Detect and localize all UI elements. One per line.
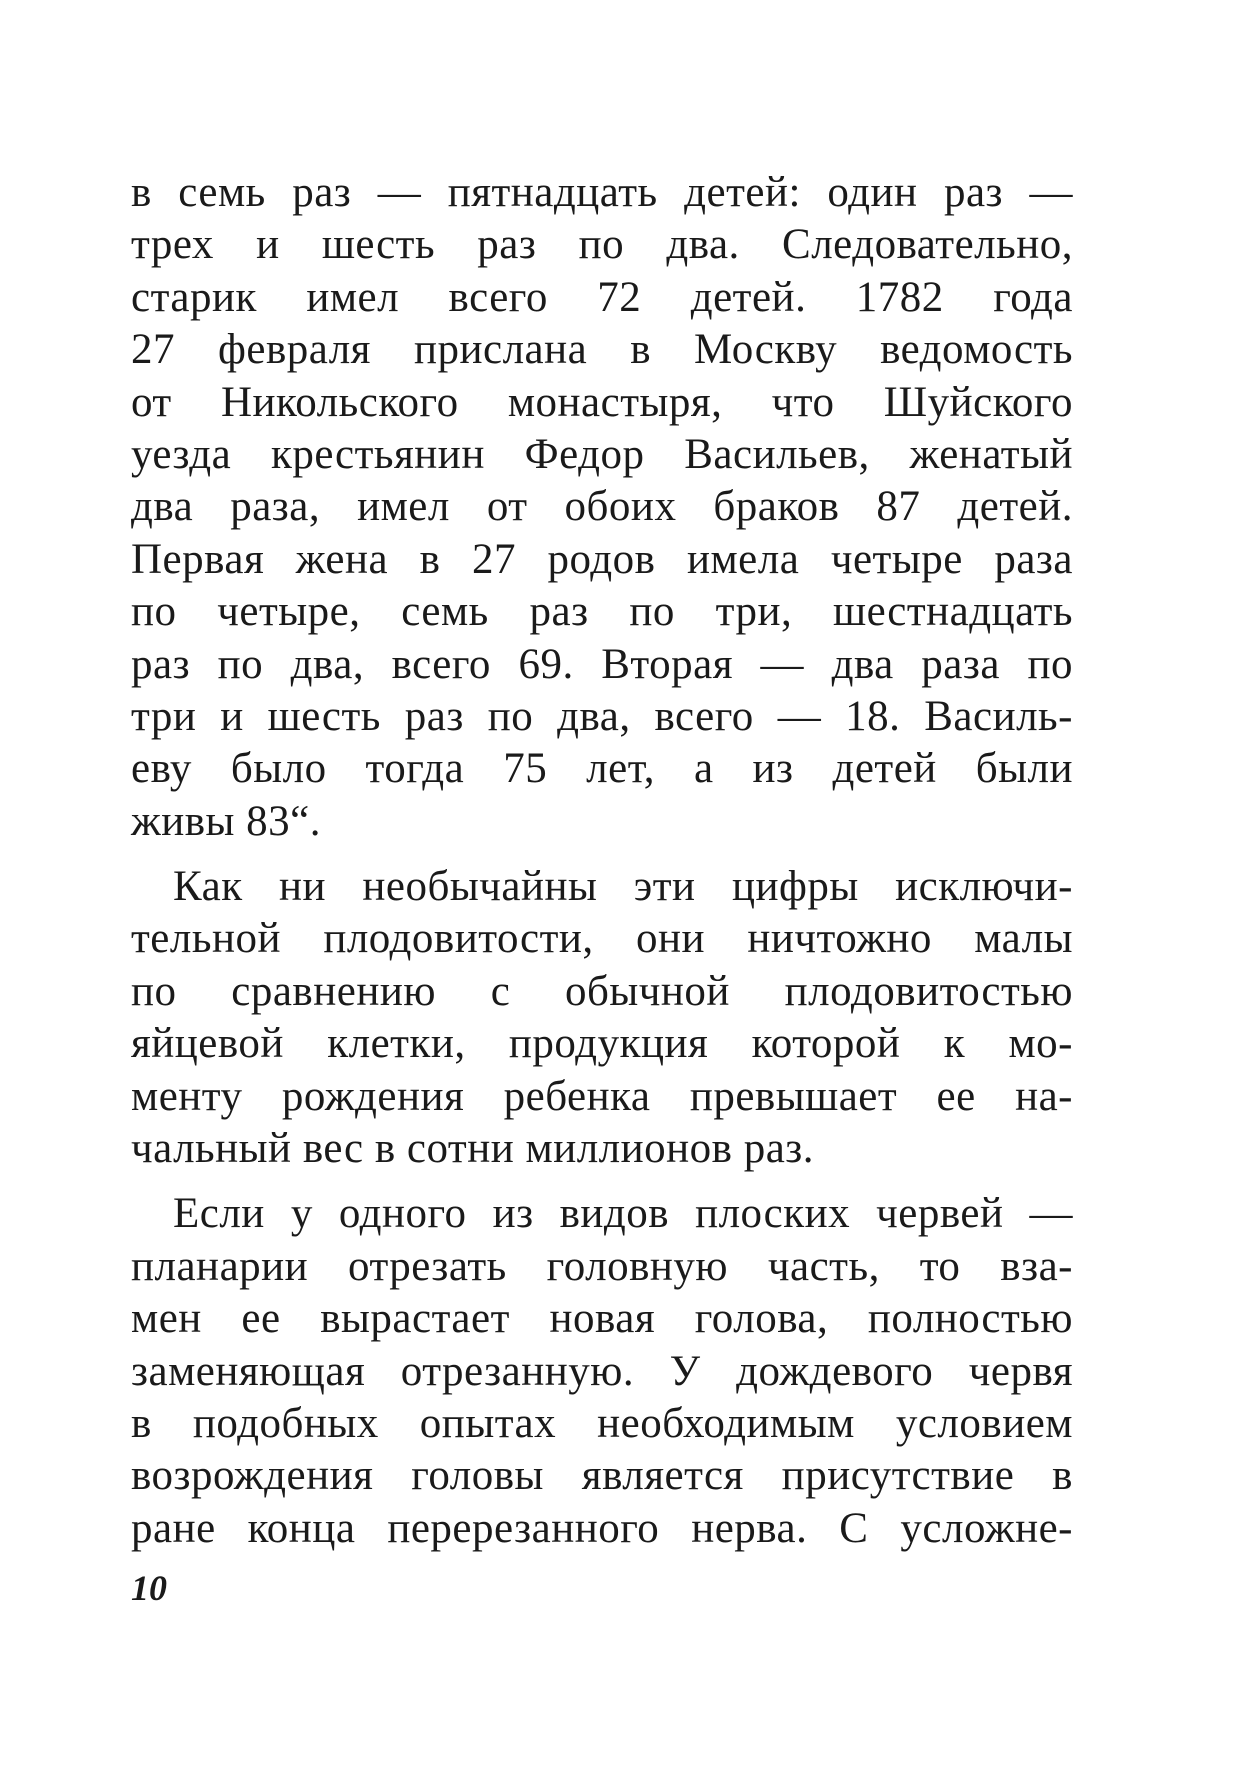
text-line: Первая жена в 27 родов имела четыре раза <box>131 535 1073 583</box>
text-line: уезда крестьянин Федор Васильев, женатый <box>131 430 1073 478</box>
text-line: раз по два, всего 69. Вторая — два раза по <box>131 640 1073 688</box>
paragraph-1 <box>131 167 1073 848</box>
page-number: 10 <box>131 1568 167 1608</box>
text-line: трех и шесть раз по два. Следовательно, <box>131 221 1073 269</box>
text-line: по четыре, семь раз по три, шестнадцать <box>131 588 1073 636</box>
text-line: два раза, имел от обоих браков 87 детей. <box>131 483 1073 531</box>
text-line: менту рождения ребенка превышает ее на- <box>131 1072 1073 1120</box>
text-line: тельной плодовитости, они ничтожно малы <box>131 915 1073 963</box>
text-line: живы 83“. <box>131 797 322 845</box>
text-line: по сравнению с обычной плодовитостью <box>131 967 1073 1015</box>
text-line: в подобных опытах необходимым условием <box>131 1399 1073 1447</box>
text-line: заменяющая отрезанную. У дождевого червя <box>131 1347 1073 1395</box>
text-line: в семь раз — пятнадцать детей: один раз — <box>131 169 1073 216</box>
text-line: три и шесть раз по два, всего — 18. Василь- <box>131 692 1073 740</box>
text-line: мен ее вырастает новая голова, полностью <box>131 1295 1073 1343</box>
text-line: старик имел всего 72 детей. 1782 года <box>131 273 1073 321</box>
paragraph-2 <box>131 861 1073 1175</box>
text-line: планарии отрезать головную часть, то вза- <box>131 1242 1073 1290</box>
text-line: от Никольского монастыря, что Шуйского <box>131 378 1073 426</box>
body-text <box>131 167 1073 1555</box>
text-line: 27 февраля прислана в Москву ведомость <box>131 326 1073 374</box>
text-line: возрождения головы является присутствие в <box>131 1452 1073 1500</box>
text-line: Как ни необычайны эти цифры исключи- <box>173 863 1073 911</box>
paragraph-3 <box>131 1188 1073 1555</box>
text-line: Если у одного из видов плоских червей — <box>173 1190 1073 1238</box>
text-line: ране конца перерезанного нерва. С усложне- <box>131 1504 1073 1552</box>
text-line: чальный вес в сотни миллионов раз. <box>131 1125 815 1173</box>
text-line: яйцевой клетки, продукция которой к мо- <box>131 1020 1073 1068</box>
text-line: еву было тогда 75 лет, а из детей были <box>131 745 1073 793</box>
